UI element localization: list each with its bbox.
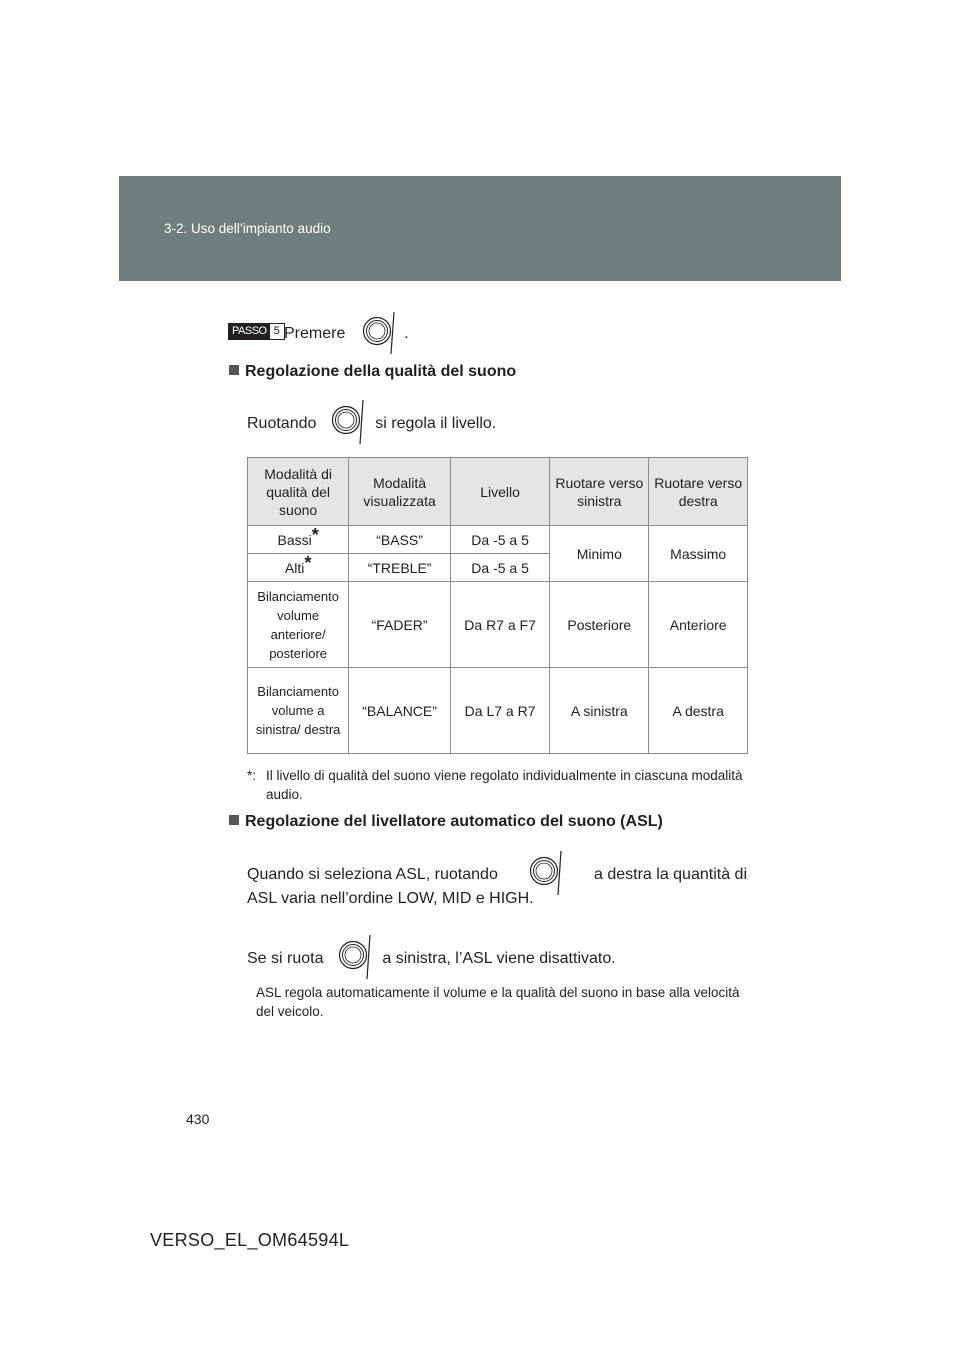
step-text-after: . [404,325,409,343]
section1-heading: Regolazione della qualità del suono [245,363,517,380]
table-cell-mode: Bilanciamento volume a sinistra/ destra [248,668,349,754]
table-header-row [248,458,748,526]
table-cell-right: Massimo [649,526,748,582]
step-text-before: Premere [284,325,346,343]
table-cell-mode: Bilanciamento volume anteriore/ posteriore [248,582,349,668]
square-bullet-icon [229,365,239,375]
asl-note: ASL regola automaticamente il volume e la qualità del suono in base alla velocità del veicolo. [256,985,740,1019]
table-cell-left: A sinistra [550,668,649,754]
section1-text-before: Ruotando [247,415,317,433]
table-cell-level: Da R7 a F7 [450,582,549,668]
table-cell-level: Da L7 a R7 [450,668,549,754]
table-cell-display: “BASS” [349,526,451,554]
section1-text-after: si regola il livello. [375,415,497,433]
table-cell-right: A destra [649,668,748,754]
tune-select-knob-icon [331,404,365,444]
footnote-text: Il livello di qualità del suono viene regolato individualmente in ciascuna modalità audio. [266,768,743,802]
footnote [247,766,749,804]
table-row [248,668,748,754]
section2-heading-line [229,812,663,832]
tune-select-knob-icon [338,939,372,979]
section2-p1-before: Quando si seleziona ASL, ruotando [247,866,498,883]
section2-heading: Regolazione del livellatore automatico del suono (ASL) [245,813,663,830]
footnote-marker: *: [247,768,257,783]
page-number: 430 [186,1111,210,1127]
table-header-cell: Modalità di qualità del suono [248,458,349,526]
table-cell-display: “FADER” [349,582,451,668]
doc-code: VERSO_EL_OM64594L [150,1230,350,1250]
tune-select-knob-icon [529,855,563,895]
section2-p2-after: a sinistra, l’ASL viene disattivato. [382,950,616,968]
section1-text [247,404,496,444]
step-badge [228,323,285,340]
section2-p2 [247,939,616,979]
section2-p1-after: a destra la quantità di [594,866,747,883]
table-cell-left: Posteriore [550,582,649,668]
table-row [248,582,748,668]
step-badge-label: PASSO [229,324,270,339]
table-cell-level: Da -5 a 5 [450,526,549,554]
section2-p2-before: Se si ruota [247,950,324,968]
step-line [284,314,409,354]
table-cell-level: Da -5 a 5 [450,554,549,582]
table-header-cell: Ruotare verso sinistra [550,458,649,526]
sound-quality-table [247,457,748,754]
section2-p1-line2: ASL varia nell’ordine LOW, MID e HIGH. [247,890,534,907]
table-cell-display: “TREBLE” [349,554,451,582]
table-cell-left: Minimo [550,526,649,582]
table-cell-mode: Bassi* [248,526,349,554]
table-cell-right: Anteriore [649,582,748,668]
table-cell-mode: Alti* [248,554,349,582]
section1-heading-line [229,362,516,382]
square-bullet-icon [229,815,239,825]
table-header-cell: Ruotare verso destra [649,458,748,526]
tune-select-knob-icon [362,314,396,354]
section-title: 3-2. Uso dell’impianto audio [164,221,331,236]
table-row [248,526,748,554]
table-header-cell: Livello [450,458,549,526]
table-header-cell: Modalità visualizzata [349,458,451,526]
table-cell-display: “BALANCE” [349,668,451,754]
step-badge-number: 5 [270,324,284,339]
